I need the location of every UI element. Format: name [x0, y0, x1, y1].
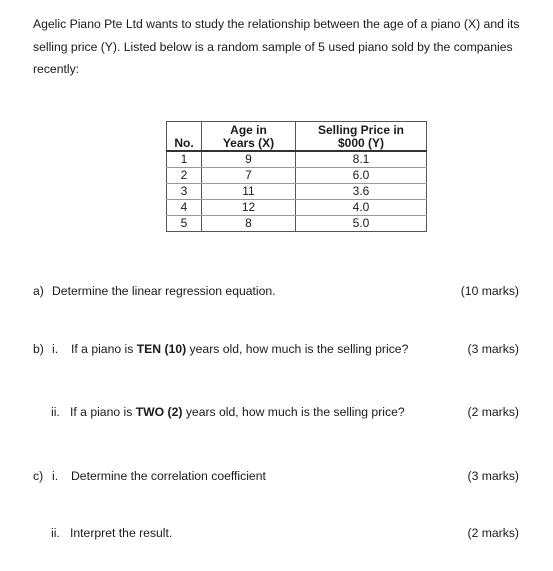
header-age-line1: Age in: [230, 123, 267, 137]
piano-data-table: [166, 121, 427, 232]
question-b-i: [33, 341, 408, 357]
cell-price: 3.6: [296, 184, 427, 200]
question-b-ii-text-after: years old, how much is the selling price?: [182, 405, 405, 419]
question-b-ii-text-before: If a piano is: [70, 405, 136, 419]
question-b-ii: [51, 404, 405, 420]
header-no-label: No.: [174, 136, 194, 150]
question-b-i-sublabel: i.: [52, 342, 59, 356]
table-row: [167, 168, 427, 184]
header-price-line2: $000 (Y): [337, 136, 385, 150]
table-header-row: [167, 122, 427, 152]
table-row: [167, 200, 427, 216]
cell-no: 5: [167, 216, 202, 232]
cell-age: 8: [202, 216, 296, 232]
question-c-label: c): [33, 469, 44, 483]
table-row: [167, 151, 427, 168]
question-c-i: [33, 468, 266, 484]
header-price: [296, 122, 427, 152]
question-b-i-marks: (3 marks): [467, 342, 519, 356]
cell-price: 4.0: [296, 200, 427, 216]
header-price-line1: Selling Price in: [317, 123, 405, 137]
question-c-ii-marks: (2 marks): [467, 526, 519, 540]
cell-no: 4: [167, 200, 202, 216]
header-age: [202, 122, 296, 152]
cell-age: 7: [202, 168, 296, 184]
cell-price: 6.0: [296, 168, 427, 184]
header-age-line2: Years (X): [222, 136, 275, 150]
question-a: [33, 283, 276, 299]
intro-paragraph: Agelic Piano Pte Ltd wants to study the relationship between the age of a piano (X) and its selling price (Y). Listed below is a random sample of 5 used piano sold by the companies recently:: [33, 17, 520, 76]
question-b-i-text-before: If a piano is: [71, 342, 137, 356]
cell-price: 8.1: [296, 151, 427, 168]
data-table-container: [166, 121, 427, 232]
question-c-i-text: Determine the correlation coefficient: [71, 469, 266, 483]
question-c-ii-sublabel: ii.: [51, 526, 60, 540]
cell-age: 9: [202, 151, 296, 168]
question-b-label: b): [33, 342, 44, 356]
question-c-i-marks: (3 marks): [467, 469, 519, 483]
cell-price: 5.0: [296, 216, 427, 232]
table-row: [167, 216, 427, 232]
question-a-label: a): [33, 284, 44, 298]
question-b-i-bold: TEN (10): [136, 342, 187, 356]
question-b-ii-bold: TWO (2): [135, 405, 183, 419]
header-no: [167, 122, 202, 152]
cell-age: 12: [202, 200, 296, 216]
cell-no: 2: [167, 168, 202, 184]
question-b-i-text-after: years old, how much is the selling price?: [186, 342, 409, 356]
question-c-ii-text: Interpret the result.: [70, 526, 173, 540]
cell-age: 11: [202, 184, 296, 200]
question-b-ii-marks: (2 marks): [467, 405, 519, 419]
table-row: [167, 184, 427, 200]
question-c-i-sublabel: i.: [52, 469, 59, 483]
cell-no: 3: [167, 184, 202, 200]
cell-no: 1: [167, 151, 202, 168]
question-b-ii-sublabel: ii.: [51, 405, 60, 419]
question-c-ii: [51, 525, 172, 541]
question-a-marks: (10 marks): [460, 284, 519, 298]
question-a-text: Determine the linear regression equation.: [52, 284, 276, 298]
